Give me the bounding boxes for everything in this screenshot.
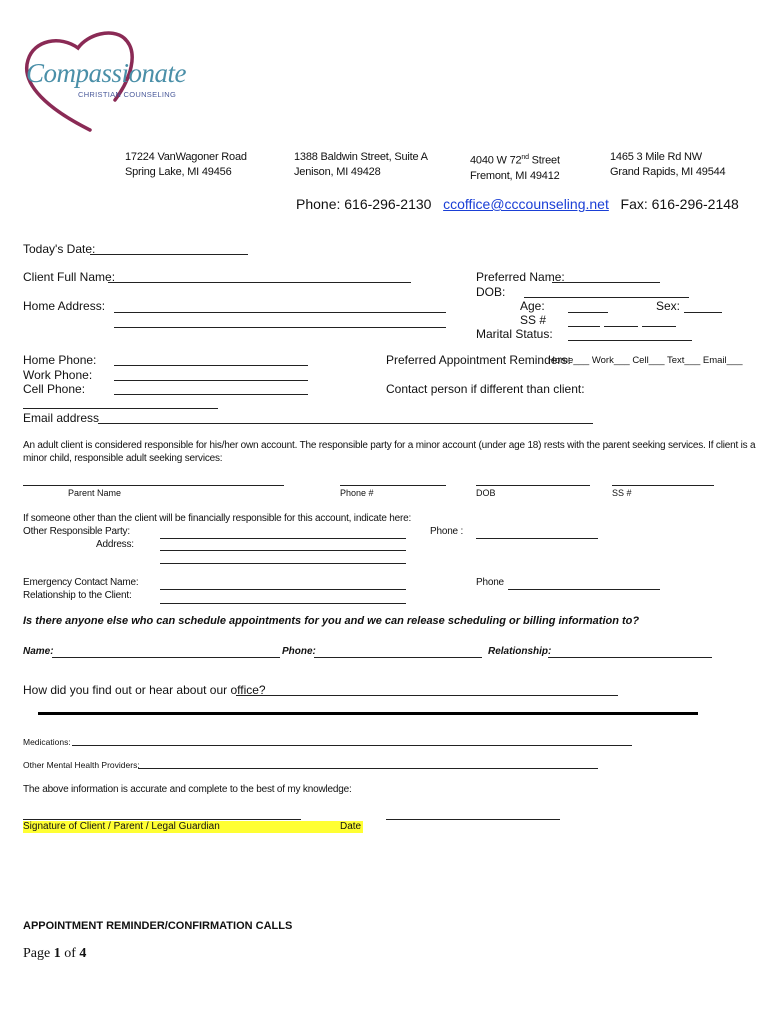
office-1-line1: 17224 VanWagoner Road	[125, 151, 247, 163]
marital-status-field[interactable]	[568, 340, 692, 341]
schedule-question: Is there anyone else who can schedule appointments for you and we can release scheduling or billing information to?	[23, 615, 640, 627]
office-4-line1: 1465 3 Mile Rd NW	[610, 151, 702, 163]
email-prefix-line	[23, 408, 218, 409]
release-relationship-label: Relationship:	[488, 646, 552, 657]
responsibility-text-1: An adult client is considered responsible for his/her own account. The responsible party for a minor account (under age 18) rests with the parent seeking services. If client is a	[23, 440, 756, 451]
emergency-phone-label: Phone	[476, 577, 504, 588]
relationship-client-field[interactable]	[160, 603, 406, 604]
release-name-label: Name:	[23, 646, 54, 657]
email-address-label: Email address	[23, 411, 100, 425]
logo	[20, 30, 190, 135]
ss-field-3[interactable]	[642, 326, 676, 327]
todays-date-label: Today's Date:	[23, 242, 96, 256]
parent-phone-label: Phone #	[340, 488, 374, 498]
age-field[interactable]	[568, 312, 608, 313]
office-3-line1: 4040 W 72nd Street	[470, 154, 560, 167]
parent-dob-label: DOB	[476, 488, 496, 498]
other-address-label: Address:	[96, 539, 134, 550]
cell-phone-field[interactable]	[114, 394, 308, 395]
email-address-field[interactable]	[98, 423, 593, 424]
other-phone-label: Phone :	[430, 526, 464, 537]
logo-brand-text: Compassionate	[26, 58, 187, 88]
dob-label: DOB:	[476, 285, 506, 299]
parent-ss-label: SS #	[612, 488, 632, 498]
other-party-field[interactable]	[160, 538, 406, 539]
home-phone-label: Home Phone:	[23, 353, 97, 367]
other-address-field-1[interactable]	[160, 550, 406, 551]
contact-line	[296, 196, 739, 212]
medications-label: Medications:	[23, 737, 71, 747]
age-label: Age:	[520, 299, 545, 313]
parent-name-label: Parent Name	[68, 488, 122, 498]
financial-intro-text: If someone other than the client will be financially responsible for this account, indicate here:	[23, 513, 412, 524]
client-name-label: Client Full Name:	[23, 270, 116, 284]
sex-label: Sex:	[656, 299, 681, 313]
office-4-line2: Grand Rapids, MI 49544	[610, 166, 726, 178]
office-3	[470, 150, 560, 184]
ss-field-1[interactable]	[568, 326, 600, 327]
preferred-reminders-label: Preferred Appointment Reminders:	[386, 353, 571, 367]
section-title: APPOINTMENT REMINDER/CONFIRMATION CALLS	[23, 920, 293, 932]
office-4	[610, 150, 725, 180]
work-phone-field[interactable]	[114, 380, 308, 381]
parent-ss-field[interactable]	[612, 485, 714, 486]
marital-status-label: Marital Status:	[476, 327, 553, 341]
client-name-field[interactable]	[108, 282, 411, 283]
office-3-line2: Fremont, MI 49412	[470, 169, 560, 182]
ss-label: SS #	[520, 313, 547, 327]
parent-phone-field[interactable]	[340, 485, 446, 486]
office-2	[294, 150, 428, 180]
release-name-field[interactable]	[52, 657, 280, 658]
preferred-name-field[interactable]	[552, 282, 660, 283]
sex-field[interactable]	[684, 312, 722, 313]
date-field[interactable]	[386, 819, 560, 820]
release-relationship-field[interactable]	[548, 657, 712, 658]
medications-field[interactable]	[72, 745, 632, 746]
office-2-line2: Jenison, MI 49428	[294, 166, 381, 178]
dob-field[interactable]	[524, 297, 689, 298]
work-phone-label: Work Phone:	[23, 368, 93, 382]
home-address-label: Home Address:	[23, 299, 106, 313]
todays-date-field[interactable]	[90, 254, 248, 255]
other-providers-field[interactable]	[138, 768, 598, 769]
hear-about-label: How did you find out or hear about our office?	[23, 683, 266, 697]
accurate-statement: The above information is accurate and complete to the best of my knowledge:	[23, 784, 352, 795]
other-address-field-2[interactable]	[160, 563, 406, 564]
home-address-field-2[interactable]	[114, 327, 446, 328]
release-phone-field[interactable]	[314, 657, 482, 658]
home-phone-field[interactable]	[114, 365, 308, 366]
release-phone-label: Phone:	[282, 646, 316, 657]
emergency-name-field[interactable]	[160, 589, 406, 590]
other-party-label: Other Responsible Party:	[23, 526, 130, 537]
responsibility-text-2: minor child, responsible adult seeking services:	[23, 453, 223, 464]
relationship-client-label: Relationship to the Client:	[23, 590, 132, 601]
other-phone-field[interactable]	[476, 538, 598, 539]
home-address-field-1[interactable]	[114, 312, 446, 313]
reminder-options[interactable]: Home___ Work___ Cell___ Text___ Email___	[548, 355, 743, 366]
office-1	[125, 150, 247, 180]
page-number: Page 1 of 4	[23, 946, 87, 961]
email-link[interactable]: ccoffice@cccounseling.net	[443, 196, 609, 212]
preferred-name-label: Preferred Name:	[476, 270, 565, 284]
contact-person-label: Contact person if different than client:	[386, 382, 585, 396]
signature-label: Signature of Client / Parent / Legal Guardian	[23, 821, 360, 833]
fax-number: Fax: 616-296-2148	[620, 196, 739, 212]
signature-field[interactable]	[23, 819, 301, 820]
parent-name-field[interactable]	[23, 485, 284, 486]
logo-sub-text: CHRISTIAN COUNSELING	[78, 90, 177, 99]
ss-field-2[interactable]	[604, 326, 638, 327]
parent-dob-field[interactable]	[476, 485, 590, 486]
phone-number: Phone: 616-296-2130	[296, 196, 432, 212]
emergency-name-label: Emergency Contact Name:	[23, 577, 139, 588]
section-divider	[38, 712, 698, 715]
hear-about-field[interactable]	[236, 695, 618, 696]
office-2-line1: 1388 Baldwin Street, Suite A	[294, 151, 428, 163]
date-label: Date	[340, 821, 362, 832]
office-1-line2: Spring Lake, MI 49456	[125, 166, 232, 178]
emergency-phone-field[interactable]	[508, 589, 660, 590]
cell-phone-label: Cell Phone:	[23, 382, 86, 396]
other-providers-label: Other Mental Health Providers:	[23, 760, 140, 770]
